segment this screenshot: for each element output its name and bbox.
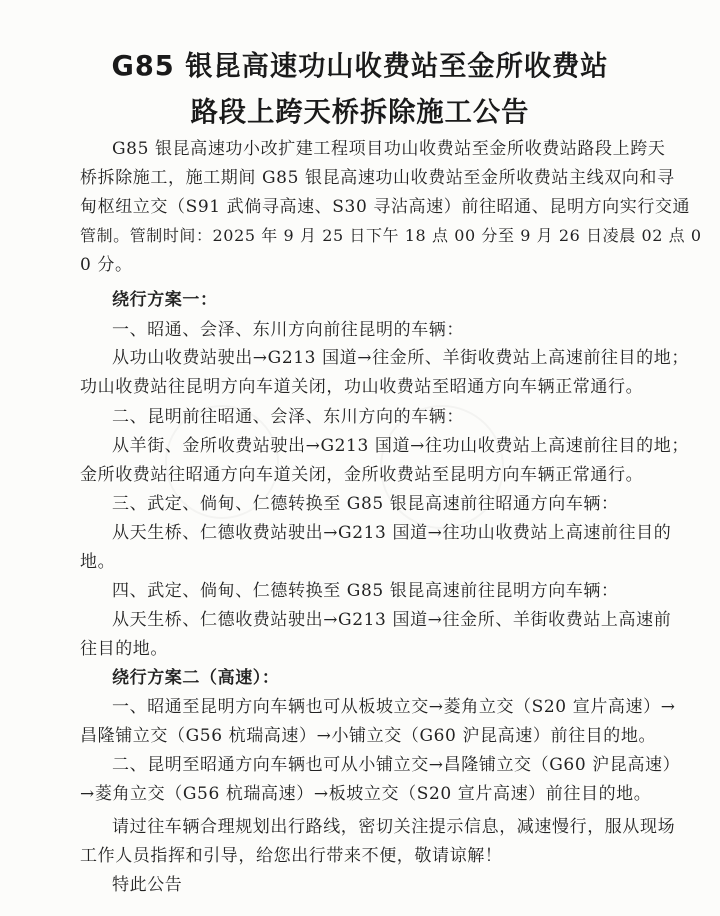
plan1-line: 金所收费站往昭通方向车道关闭，金所收费站至昆明方向车辆正常通行。 <box>80 465 644 485</box>
intro-line: 管制。管制时间：2025 年 9 月 25 日下午 18 点 00 分至 9 月 26 日凌晨 02 点 0 <box>80 226 702 245</box>
plan2-line: →菱角立交（G56 杭瑞高速）→板坡立交（S20 宣片高速）前往目的地。 <box>80 784 652 804</box>
plan2-line: 昌隆铺立交（G56 杭瑞高速）→小铺立交（G60 沪昆高速）前往目的地。 <box>80 726 657 746</box>
sign-off: 特此公告 <box>112 875 183 895</box>
plan1-line: 往目的地。 <box>80 639 168 659</box>
plan1-line: 从羊街、金所收费站驶出→G213 国道→往功山收费站上高速前往目的地； <box>112 436 689 456</box>
plan1-line: 一、昭通、会泽、东川方向前往昆明的车辆： <box>112 320 464 340</box>
plan1-line: 地。 <box>80 552 116 572</box>
plan1-line: 四、武定、倘甸、仁德转换至 G85 银昆高速前往昆明方向车辆： <box>112 581 619 601</box>
plan1-line: 功山收费站往昆明方向车道关闭，功山收费站至昭通方向车辆正常通行。 <box>80 377 644 397</box>
plan1-line: 从天生桥、仁德收费站驶出→G213 国道→往金所、羊街收费站上高速前 <box>112 610 672 630</box>
intro-line: G85 银昆高速功小改扩建工程项目功山收费站至金所收费站路段上跨天 <box>112 139 666 159</box>
plan1-line: 从功山收费站驶出→G213 国道→往金所、羊街收费站上高速前往目的地； <box>112 348 689 368</box>
intro-line: 0 分。 <box>80 255 133 275</box>
notice-title-line-2: 路段上跨天桥拆除施工公告 <box>190 97 530 128</box>
intro-line: 桥拆除施工，施工期间 G85 银昆高速功山收费站至金所收费站主线双向和寻 <box>80 168 675 188</box>
plan2-heading: 绕行方案二（高速）： <box>112 668 280 688</box>
plan1-line: 三、武定、倘甸、仁德转换至 G85 银昆高速前往昭通方向车辆： <box>112 494 619 514</box>
plan2-line: 一、昭通至昆明方向车辆也可从板坡立交→菱角立交（S20 宣片高速）→ <box>112 697 676 717</box>
closing-line: 工作人员指挥和引导，给您出行带来不便，敬请谅解！ <box>80 846 503 866</box>
closing-line: 请过往车辆合理规划出行路线，密切关注提示信息，减速慢行，服从现场 <box>112 817 676 837</box>
intro-line: 甸枢纽立交（S91 武倘寻高速、S30 寻沾高速）前往昭通、昆明方向实行交通 <box>80 197 691 217</box>
plan1-line: 从天生桥、仁德收费站驶出→G213 国道→往功山收费站上高速前往目的 <box>112 523 672 543</box>
plan1-line: 二、昆明前往昭通、会泽、东川方向的车辆： <box>112 407 464 427</box>
notice-title-line-1: G85 银昆高速功山收费站至金所收费站 <box>111 51 609 82</box>
plan1-heading: 绕行方案一： <box>112 290 218 310</box>
plan2-line: 二、昆明至昭通方向车辆也可从小铺立交→昌隆铺立交（G60 沪昆高速） <box>112 755 681 775</box>
